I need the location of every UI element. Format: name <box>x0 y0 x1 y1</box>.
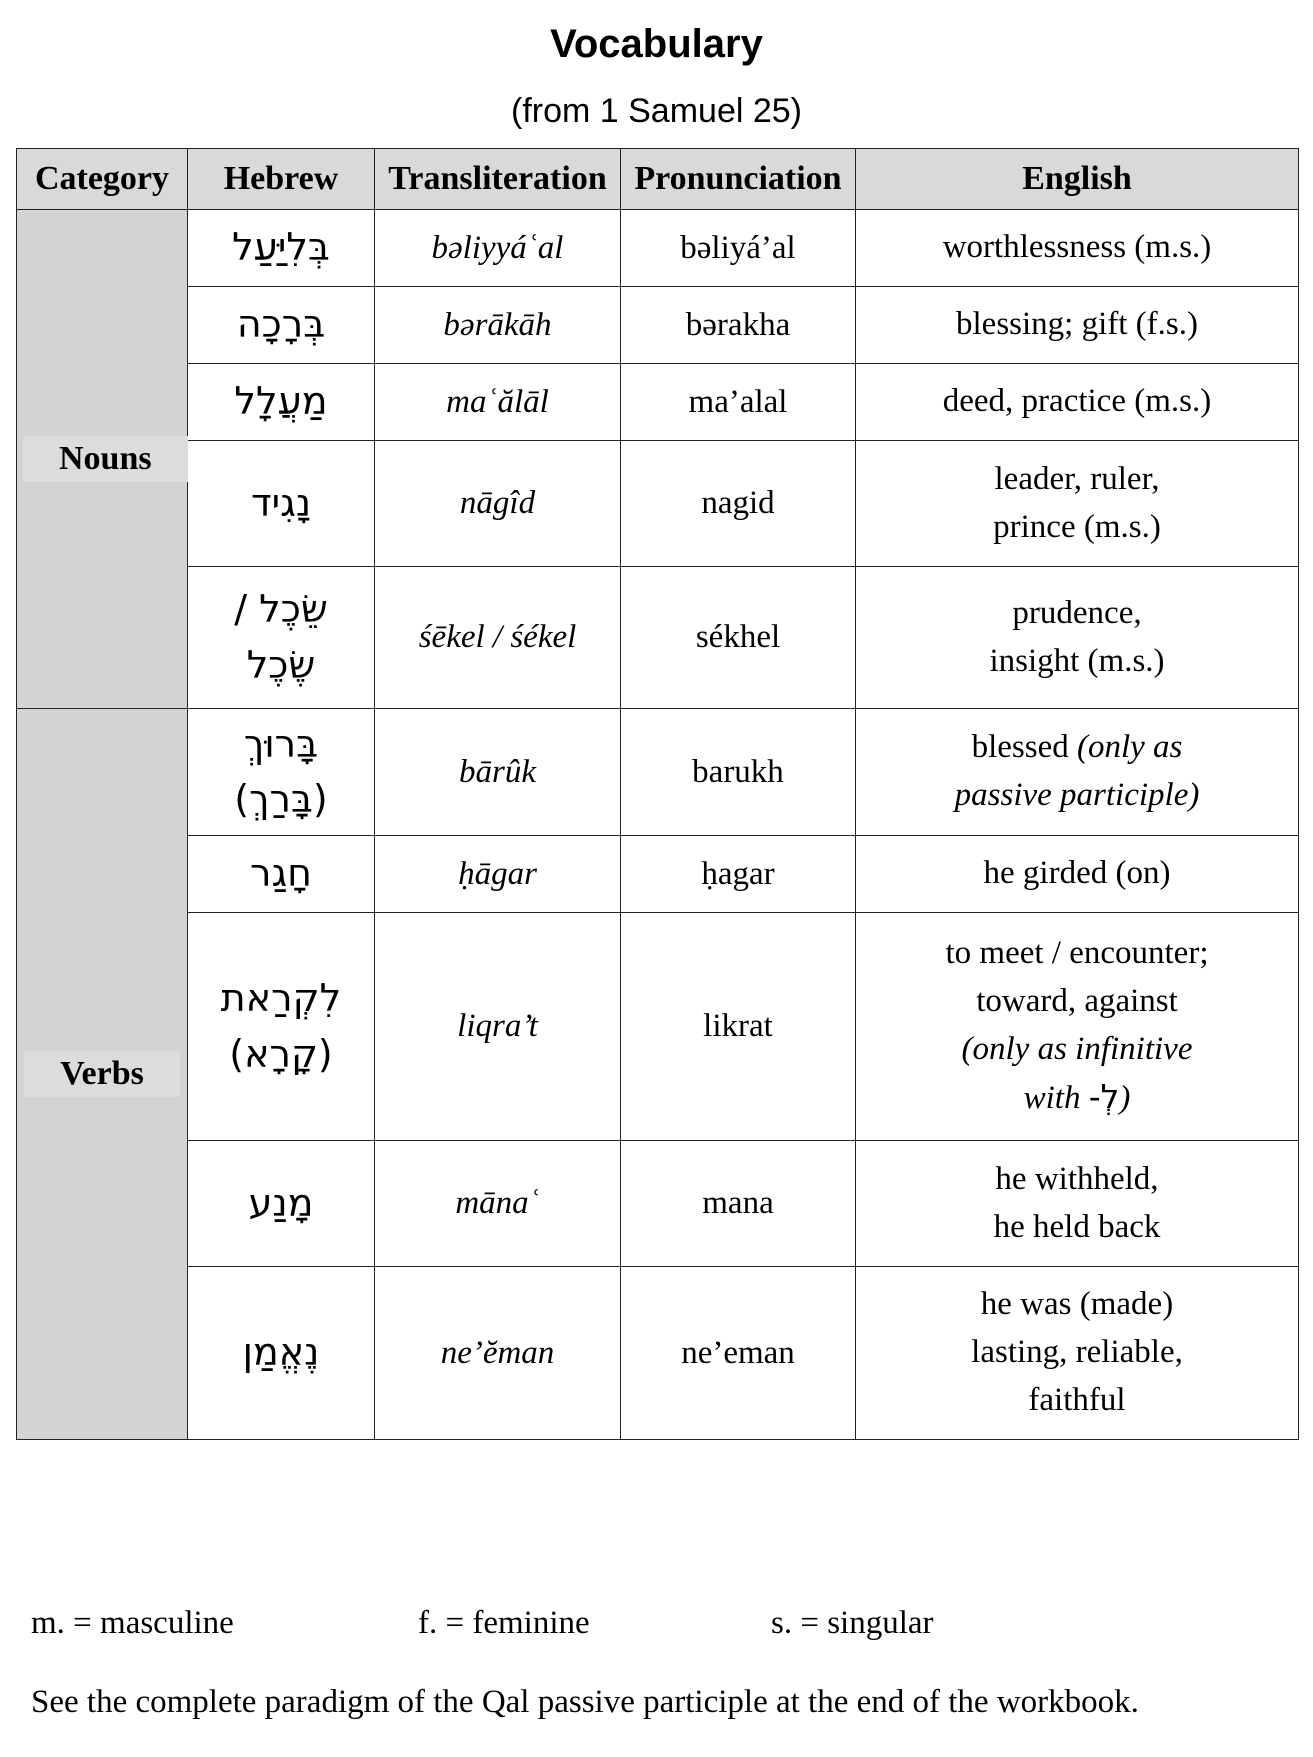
english-cell <box>856 1141 1299 1267</box>
english-italic-note: (only as infinitive <box>961 1030 1193 1067</box>
english-cell <box>856 913 1299 1141</box>
hebrew-cell <box>188 210 375 287</box>
transliteration-cell: liqra’t <box>375 913 621 1141</box>
closing-paren: ) <box>1119 1080 1131 1117</box>
pronunciation-cell: likrat <box>621 913 856 1141</box>
english-line: he was (made) <box>980 1286 1174 1323</box>
footnote: See the complete paradigm of the Qal passive participle at the end of the workbook. <box>31 1684 1139 1720</box>
hebrew-cell <box>188 364 375 441</box>
category-label: Nouns <box>23 436 188 482</box>
hebrew-word: לִקְרַאת <box>220 976 342 1021</box>
english-cell <box>856 364 1299 441</box>
pronunciation-cell: mana <box>621 1141 856 1267</box>
hebrew-word: בְּרָכָה <box>236 302 326 347</box>
legend-masculine: m. = masculine <box>31 1605 234 1641</box>
column-header-transliteration: Transliteration <box>375 149 621 210</box>
pronunciation-cell: ḥagar <box>621 836 856 913</box>
pronunciation-cell: barukh <box>621 709 856 836</box>
transliteration-cell: ḥāgar <box>375 836 621 913</box>
hebrew-cell <box>188 1267 375 1440</box>
table-row <box>17 567 1299 709</box>
english-cell <box>856 709 1299 836</box>
category-cell-verbs <box>17 709 188 1440</box>
legend-feminine: f. = feminine <box>418 1605 590 1641</box>
english-italic-note: (only as <box>1077 729 1183 766</box>
hebrew-prefix: לְ- <box>1088 1077 1120 1117</box>
english-line <box>862 724 1292 772</box>
hebrew-cell <box>188 709 375 836</box>
hebrew-cell <box>188 836 375 913</box>
english-line: he girded (on) <box>983 855 1171 892</box>
hebrew-cell <box>188 287 375 364</box>
page-title: Vocabulary <box>550 22 763 66</box>
page-subtitle: (from 1 Samuel 25) <box>511 92 802 130</box>
transliteration-cell: mānaʿ <box>375 1141 621 1267</box>
transliteration-cell: bərākāh <box>375 287 621 364</box>
english-line: prince (m.s.) <box>993 508 1161 545</box>
table-header-row <box>17 149 1299 210</box>
column-header-english: English <box>856 149 1299 210</box>
english-text: blessed <box>971 729 1069 766</box>
transliteration-cell: nāgîd <box>375 441 621 567</box>
legend-singular: s. = singular <box>771 1605 934 1641</box>
hebrew-word: בָּרוּךְ <box>243 721 319 766</box>
table-row <box>17 1141 1299 1267</box>
pronunciation-cell: bəliyá’al <box>621 210 856 287</box>
english-line: he withheld, <box>995 1160 1159 1197</box>
english-cell <box>856 210 1299 287</box>
hebrew-word: נֶאֱמַן <box>242 1330 320 1375</box>
english-cell <box>856 1267 1299 1440</box>
english-line: prudence, <box>1012 594 1142 631</box>
english-italic-word: with <box>1023 1080 1081 1117</box>
hebrew-word: (קָרָא) <box>229 1031 333 1076</box>
pronunciation-cell: sékhel <box>621 567 856 709</box>
table-row <box>17 210 1299 287</box>
table-row <box>17 364 1299 441</box>
table-row <box>17 1267 1299 1440</box>
english-cell <box>856 441 1299 567</box>
category-label: Verbs <box>24 1051 180 1097</box>
hebrew-word: מָנַע <box>248 1180 314 1225</box>
pronunciation-cell: ma’alal <box>621 364 856 441</box>
category-cell-nouns <box>17 210 188 709</box>
column-header-hebrew: Hebrew <box>188 149 375 210</box>
pronunciation-cell: bərakha <box>621 287 856 364</box>
english-italic-note <box>862 1073 1292 1123</box>
hebrew-cell <box>188 441 375 567</box>
transliteration-cell: maʿălāl <box>375 364 621 441</box>
english-line: toward, against <box>976 982 1178 1019</box>
hebrew-word: שֶׂכֶל <box>246 642 316 687</box>
english-line: deed, practice (m.s.) <box>942 383 1212 420</box>
hebrew-word: מַעֲלָל <box>234 379 328 424</box>
english-cell <box>856 836 1299 913</box>
table-row <box>17 441 1299 567</box>
english-cell <box>856 567 1299 709</box>
hebrew-word: שֵׂכֶל / <box>234 587 328 632</box>
transliteration-cell: bəliyyáʿal <box>375 210 621 287</box>
english-line: he held back <box>993 1208 1161 1245</box>
table-row <box>17 287 1299 364</box>
pronunciation-cell: nagid <box>621 441 856 567</box>
english-line: worthlessness (m.s.) <box>942 229 1212 266</box>
english-line: leader, ruler, <box>994 460 1160 497</box>
table-row <box>17 913 1299 1141</box>
english-cell <box>856 287 1299 364</box>
hebrew-cell <box>188 567 375 709</box>
hebrew-cell <box>188 1141 375 1267</box>
vocabulary-table <box>16 148 1299 1440</box>
transliteration-cell: ne’ĕman <box>375 1267 621 1440</box>
english-italic-note: passive participle) <box>954 777 1200 813</box>
english-line: faithful <box>1028 1381 1126 1418</box>
table-row <box>17 836 1299 913</box>
english-line: blessing; gift (f.s.) <box>956 306 1198 343</box>
hebrew-word: נָגִיד <box>250 480 312 525</box>
hebrew-cell <box>188 913 375 1141</box>
column-header-category: Category <box>17 149 188 210</box>
hebrew-word: חָגַר <box>250 851 312 896</box>
english-line: lasting, reliable, <box>971 1334 1183 1371</box>
transliteration-cell: bārûk <box>375 709 621 836</box>
pronunciation-cell: ne’eman <box>621 1267 856 1440</box>
transliteration-cell: śēkel / śékel <box>375 567 621 709</box>
hebrew-word: בְּלִיַּעַל <box>232 225 330 270</box>
hebrew-word: (בָּרַךְ) <box>234 777 328 821</box>
english-line: to meet / encounter; <box>945 934 1209 971</box>
table-row <box>17 709 1299 836</box>
column-header-pronunciation: Pronunciation <box>621 149 856 210</box>
english-line: insight (m.s.) <box>989 642 1165 679</box>
